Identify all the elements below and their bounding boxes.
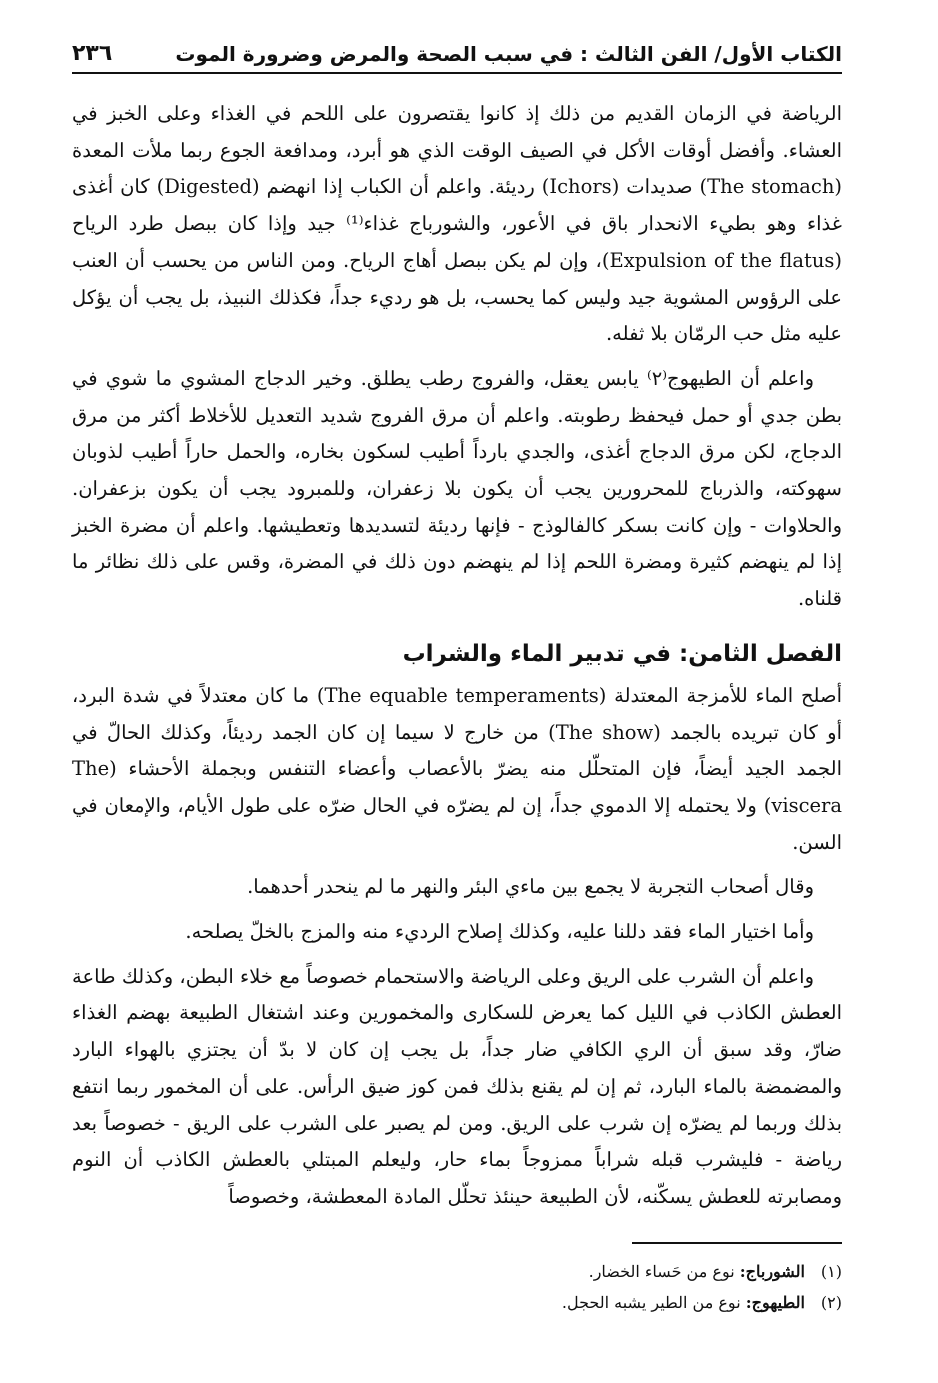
footnote-number: (١) [820,1261,842,1281]
footnote-term: الطيهوج: [745,1292,805,1312]
paragraph: وأما اختيار الماء فقد دللنا عليه، وكذلك إصلاح الرديء منه والمزج بالخلّ يصلحه. [185,920,814,944]
paragraph: الرياضة في الزمان القديم من ذلك إذ كانوا يقتصرون على اللحم في الغذاء وعلى الخبز في العشاء. وأفضل أوقات الأكل في الصيف الوقت الذي هو أبرد، ومدافعة الجوع ربما ملأت المعدة (The stomach) صديدات (Ichors) رديئة. واعلم أن الكباب إذا انهضم (Digested) كان أغذى غذاء وهو بطيء الانحدار باق في الأعور، والشورباج غذاء⁽¹⁾ جيد وإذا كان ببصل طرد الرياح (Expulsion of the flatus)، وإن لم يكن ببصل أهاج الرياح. ومن الناس من يحسب أن العنب على الرؤوس المشوية جيد وليس كما يحسب، بل هو رديء جداً، فكذلك النبيذ، بل يجب أن يؤكل عليه مثل حب الرمّان بلا ثفله. [72,102,843,346]
body-text [72,96,842,1216]
footnote-number: (٢) [820,1292,842,1312]
footnote-item [72,1287,842,1318]
book-page [72,30,842,1360]
section-heading: الفصل الثامن: في تدبير الماء والشراب [402,640,842,667]
paragraph: واعلم أن الطيهوج⁽٢⁾ يابس يعقل، والفروج رطب يطلق. وخير الدجاج المشوي ما شوي في بطن جدي أو حمل فيحفظ رطوبته. واعلم أن مرق الفروج شديد التعديل للأخلاط أكثر من مرق الدجاج، لكن مرق الدجاج أغذى، والجدي بارداً أطيب لسكون بخاره، والحمل حاراً أطيب لذوبان سهوكته، والذرباج للمحرورين يجب أن يكون بلا زعفران، وللمبرود يجب أن يكون بزعفران. والحلاوات - وإن كانت بسكر كالفالوذج - فإنها رديئة لتسديدها وتعطيشها. واعلم أن مضرة الخبز إذا لم ينهضم كثيرة ومضرة اللحم إذا لم ينهضم دون ذلك في المضرة، وقس على ذلك نظائر ما قلناه. [72,366,842,611]
footnote-divider [632,1242,842,1244]
footnote-item [72,1256,842,1287]
paragraph: وقال أصحاب التجربة لا يجمع بين ماءي البئر والنهر ما لم ينحدر أحدهما. [247,875,814,899]
paragraph: واعلم أن الشرب على الريق وعلى الرياضة والاستحمام خصوصاً مع خلاء البطن، وكذلك طاعة العطش الكاذب في الليل كما يعرض للسكارى والمخمورين وعند اشتغال الطبيعة بهضم الغذاء ضارّ، وقد سبق أن الري الكافي ضار جداً، بل يجب إن كان لا بدّ أن يجتزي بالهواء البارد والمضمضة بالماء البارد، ثم إن لم يقنع بذلك فمن كوز ضيق الرأس. على أن المخمور ربما انتفع بذلك وربما لم يضرّه إن شرب على الريق. ومن لم يصبر على الشرب على الريق - خصوصاً بعد رياضة - فليشرب قبله شراباً ممزوجاً بماء حار، وليعلم المبتلي بالعطش الكاذب أن النوم ومصابرته للعطش يسكّنه، لأن الطبيعة حينئذ تحلّل المادة المعطشة، وخصوصاً [72,964,842,1208]
paragraph: أصلح الماء للأمزجة المعتدلة (The equable temperaments) ما كان معتدلاً في شدة البرد، أو كان تبريده بالجمد (The show) من خارج لا سيما إن كان الجمد رديئاً، وكذلك الحالّ في الجمد الجيد أيضاً، فإن المتحلّل منه يضرّ بالأعصاب وأعضاء التنفس وبجملة الأحشاء (The viscera) ولا يحتمله إلا الدموي جداً، إن لم يضرّه في الحال ضرّه على طول الأيام، والإمعان في السن. [72,683,843,854]
page-header [72,30,842,74]
footnote-text: نوع من حَساء الخضار. [588,1261,735,1281]
footnote-text: نوع من الطير يشبه الحجل. [561,1292,741,1312]
footnotes [72,1256,842,1318]
running-title: الكتاب الأول/ الفن الثالث : في سبب الصحة والمرض وضرورة الموت [175,42,842,66]
footnote-term: الشورباج: [739,1261,805,1281]
page-number: ٢٣٦ [72,41,113,66]
